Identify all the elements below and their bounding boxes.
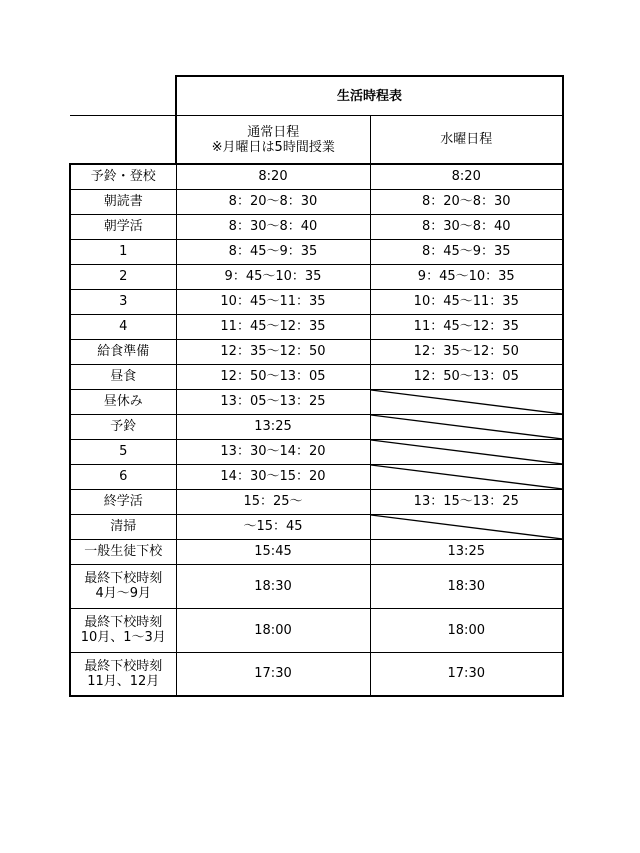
row-label: [70, 489, 176, 514]
table-row: [70, 364, 563, 389]
normal-time-cell: 13：05〜13：25: [176, 389, 370, 414]
normal-time-cell: 9：45〜10：35: [176, 264, 370, 289]
wednesday-time-cell: 17:30: [370, 652, 563, 696]
row-label: [70, 189, 176, 214]
wednesday-time-cell: 8：30〜8：40: [370, 214, 563, 239]
table-row: [70, 539, 563, 564]
row-label: [70, 164, 176, 189]
wednesday-time-cell: 11：45〜12：35: [370, 314, 563, 339]
row-label-line: 最終下校時刻: [84, 658, 163, 674]
row-label: [70, 608, 176, 652]
row-label: [70, 289, 176, 314]
wednesday-time-cell: 8:20: [370, 164, 563, 189]
row-label-line: 6: [119, 469, 128, 484]
table-row: [70, 164, 563, 189]
row-label-line: 最終下校時刻: [84, 571, 163, 586]
normal-time-cell: 13:25: [176, 414, 370, 439]
table-row: [70, 389, 563, 414]
table-row: [70, 652, 563, 696]
wednesday-time-cell: 13:25: [370, 539, 563, 564]
row-label: [70, 314, 176, 339]
normal-time-cell: 12：35〜12：50: [176, 339, 370, 364]
wednesday-time-cell: 12：50〜13：05: [370, 364, 563, 389]
normal-time-cell: 8：30〜8：40: [176, 214, 370, 239]
table-row: [70, 414, 563, 439]
normal-time-cell: 14：30〜15：20: [176, 464, 370, 489]
wednesday-time-cell: 8：20〜8：30: [370, 189, 563, 214]
row-label: [70, 564, 176, 608]
row-label-line: 4月〜9月: [95, 586, 152, 601]
row-label-line: 朝読書: [103, 194, 143, 209]
normal-time-cell: 10：45〜11：35: [176, 289, 370, 314]
wednesday-empty-cell: [370, 514, 563, 539]
normal-time-cell: 15:45: [176, 539, 370, 564]
wednesday-time-cell: 10：45〜11：35: [370, 289, 563, 314]
normal-time-cell: 11：45〜12：35: [176, 314, 370, 339]
row-label-line: 清掃: [110, 519, 137, 534]
table-row: [70, 314, 563, 339]
row-label-line: 予鈴: [110, 419, 137, 434]
table-row: [70, 264, 563, 289]
normal-time-cell: 12：50〜13：05: [176, 364, 370, 389]
row-label-line: 4: [119, 319, 128, 334]
wednesday-time-cell: 18:00: [370, 608, 563, 652]
table-row: [70, 189, 563, 214]
wednesday-empty-cell: [370, 464, 563, 489]
table-row: [70, 339, 563, 364]
table-title: 生活時程表: [176, 76, 563, 116]
row-label-line: 一般生徒下校: [84, 544, 163, 559]
row-label: [70, 264, 176, 289]
table-row: [70, 239, 563, 264]
diagonal-slash-line: [371, 440, 563, 464]
row-label: [70, 514, 176, 539]
column-header-wednesday: 水曜日程: [370, 116, 563, 165]
row-label-line: 最終下校時刻: [84, 615, 163, 630]
wednesday-empty-cell: [370, 389, 563, 414]
normal-time-cell: 17:30: [176, 652, 370, 696]
normal-time-cell: 13：30〜14：20: [176, 439, 370, 464]
row-label-line: 予鈴・登校: [90, 169, 156, 185]
row-label-line: 給食準備: [97, 344, 150, 359]
wednesday-time-cell: 12：35〜12：50: [370, 339, 563, 364]
table-row: [70, 289, 563, 314]
schedule-table: [69, 75, 564, 697]
row-label: [70, 214, 176, 239]
row-label: [70, 464, 176, 489]
diagonal-slash-line: [371, 515, 563, 539]
column-header-normal-line2: ※月曜日は5時間授業: [211, 139, 335, 155]
table-row: [70, 439, 563, 464]
table-row: [70, 489, 563, 514]
normal-time-cell: 8：45〜9：35: [176, 239, 370, 264]
normal-time-cell: 18:00: [176, 608, 370, 652]
row-label-line: 5: [119, 444, 128, 459]
normal-time-cell: 8:20: [176, 164, 370, 189]
table-row: [70, 464, 563, 489]
row-label-line: 3: [119, 294, 128, 309]
row-label: [70, 339, 176, 364]
table-row: [70, 214, 563, 239]
row-label: [70, 414, 176, 439]
normal-time-cell: 〜15：45: [176, 514, 370, 539]
row-label: [70, 364, 176, 389]
wednesday-time-cell: 18:30: [370, 564, 563, 608]
row-label-line: 1: [119, 244, 128, 259]
normal-time-cell: 8：20〜8：30: [176, 189, 370, 214]
row-label: [70, 539, 176, 564]
column-header-normal: [176, 116, 370, 165]
table-row: [70, 608, 563, 652]
diagonal-slash-line: [371, 390, 563, 414]
wednesday-time-cell: 8：45〜9：35: [370, 239, 563, 264]
table-row: [70, 514, 563, 539]
row-label: [70, 439, 176, 464]
row-label: [70, 652, 176, 696]
row-label-line: 10月、1〜3月: [80, 630, 166, 645]
wednesday-time-cell: 13：15〜13：25: [370, 489, 563, 514]
diagonal-slash-line: [371, 465, 563, 489]
row-label-line: 終学活: [103, 494, 143, 509]
row-label-line: 11月、12月: [87, 673, 160, 689]
wednesday-time-cell: 9：45〜10：35: [370, 264, 563, 289]
wednesday-empty-cell: [370, 439, 563, 464]
row-label-line: 2: [119, 269, 128, 284]
diagonal-slash-line: [371, 415, 563, 439]
row-label-line: 昼食: [110, 369, 137, 384]
corner-blank-2: [70, 116, 176, 165]
row-label: [70, 389, 176, 414]
row-label-line: 昼休み: [103, 394, 143, 409]
corner-blank: [70, 76, 176, 116]
row-label-line: 朝学活: [103, 219, 143, 234]
column-header-normal-line1: 通常日程: [247, 124, 300, 140]
wednesday-empty-cell: [370, 414, 563, 439]
row-label: [70, 239, 176, 264]
normal-time-cell: 15：25〜: [176, 489, 370, 514]
normal-time-cell: 18:30: [176, 564, 370, 608]
table-row: [70, 564, 563, 608]
